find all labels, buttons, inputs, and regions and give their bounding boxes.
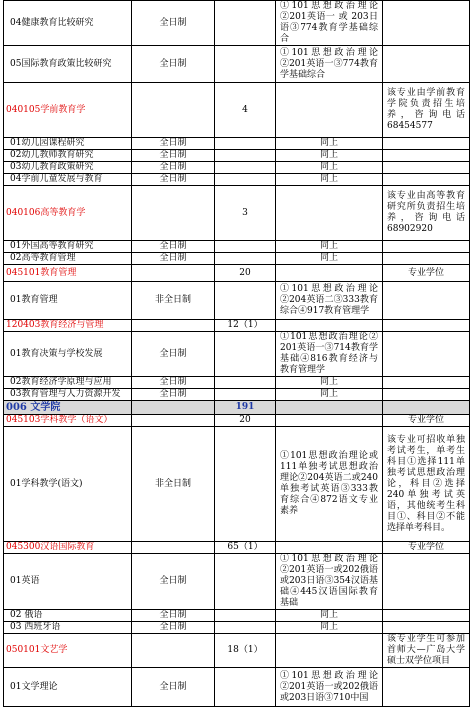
- remarks-cell: [383, 332, 470, 377]
- exam-subjects-cell: ①101思想政治理论②201英语一③774教育学基础综合: [276, 46, 383, 83]
- remarks-cell: 该专业可招收单独考试考生，单考生科目①选择111单独考试思想政治理论，科目②选择240单独考试英语，其他统考生科目①、科目②不能选择单考科目。: [383, 427, 470, 542]
- exam-subjects-cell: [276, 542, 383, 554]
- remarks-cell: [383, 241, 470, 253]
- study-mode-cell: 全日制: [132, 241, 215, 253]
- major-name-cell: 045103学科教学（语文）: [4, 415, 132, 427]
- enrollment-count-cell: [215, 150, 276, 162]
- program-name-cell: 05国际教育政策比较研究: [4, 46, 132, 83]
- exam-subjects-cell: ①101思想政治理论②201英语一 或 203日语③774教育学基础综合: [276, 1, 383, 46]
- remarks-cell: [383, 668, 470, 707]
- exam-subjects-cell: ①101思想政治理论②204英语二③333教育综合④917教育管理学: [276, 282, 383, 320]
- major-name-cell: 050101文艺学: [4, 634, 132, 668]
- enrollment-count-cell: [215, 332, 276, 377]
- enrollment-count-cell: 18（1）: [215, 634, 276, 668]
- study-mode-cell: 全日制: [132, 138, 215, 150]
- program-row: [4, 150, 470, 162]
- exam-subjects-cell: 同上: [276, 174, 383, 186]
- program-row: [4, 610, 470, 622]
- major-row: [4, 265, 470, 282]
- study-mode-cell: 全日制: [132, 162, 215, 174]
- study-mode-cell: 全日制: [132, 174, 215, 186]
- program-name-cell: 01幼儿园课程研究: [4, 138, 132, 150]
- study-mode-cell: [132, 265, 215, 282]
- major-row: [4, 415, 470, 427]
- program-row: [4, 668, 470, 707]
- program-name-cell: 03 西班牙语: [4, 622, 132, 634]
- study-mode-cell: 全日制: [132, 332, 215, 377]
- college-name-cell: 006 文学院: [4, 401, 132, 415]
- major-row: [4, 83, 470, 138]
- exam-subjects-cell: [276, 83, 383, 138]
- program-row: [4, 377, 470, 389]
- remarks-cell: 该专业由学前教育学院负责招生培养，咨询电话68454577: [383, 83, 470, 138]
- enrollment-count-cell: [215, 668, 276, 707]
- remarks-cell: [383, 610, 470, 622]
- major-row: [4, 542, 470, 554]
- remarks-cell: 专业学位: [383, 265, 470, 282]
- remarks-cell: [383, 253, 470, 265]
- enrollment-count-cell: 12（1）: [215, 320, 276, 332]
- enrollment-count-cell: [215, 427, 276, 542]
- program-name-cell: 01学科教学(语文): [4, 427, 132, 542]
- program-name-cell: 01英语: [4, 554, 132, 610]
- program-row: [4, 554, 470, 610]
- remarks-cell: [383, 138, 470, 150]
- remarks-cell: [383, 150, 470, 162]
- exam-subjects-cell: [276, 634, 383, 668]
- major-row: [4, 186, 470, 241]
- program-row: [4, 241, 470, 253]
- enrollment-count-cell: [215, 377, 276, 389]
- program-name-cell: 03幼儿教育政策研究: [4, 162, 132, 174]
- exam-subjects-cell: 同上: [276, 389, 383, 401]
- exam-subjects-cell: 同上: [276, 377, 383, 389]
- remarks-cell: 该专业学生可参加首师大—广岛大学硕士双学位项目: [383, 634, 470, 668]
- enrollment-count-cell: 20: [215, 415, 276, 427]
- program-name-cell: 01外国高等教育研究: [4, 241, 132, 253]
- exam-subjects-cell: 同上: [276, 253, 383, 265]
- exam-subjects-cell: [276, 401, 383, 415]
- exam-subjects-cell: 同上: [276, 150, 383, 162]
- program-table: [3, 0, 470, 707]
- study-mode-cell: 全日制: [132, 150, 215, 162]
- study-mode-cell: [132, 634, 215, 668]
- exam-subjects-cell: ①101思想政治理论②201英语一或202俄语或203日语③354汉语基础④445汉语国际教育基础: [276, 554, 383, 610]
- study-mode-cell: 全日制: [132, 622, 215, 634]
- study-mode-cell: 全日制: [132, 668, 215, 707]
- major-row: [4, 320, 470, 332]
- major-name-cell: 040105学前教育学: [4, 83, 132, 138]
- remarks-cell: [383, 320, 470, 332]
- enrollment-count-cell: [215, 46, 276, 83]
- exam-subjects-cell: 同上: [276, 622, 383, 634]
- exam-subjects-cell: ①101思想政治理论②201英语一或202俄语或203日语③710中国: [276, 668, 383, 707]
- enrollment-count-cell: [215, 282, 276, 320]
- study-mode-cell: 非全日制: [132, 282, 215, 320]
- enrollment-count-cell: [215, 174, 276, 186]
- remarks-cell: [383, 622, 470, 634]
- major-name-cell: 045300汉语国际教育: [4, 542, 132, 554]
- enrollment-count-cell: [215, 162, 276, 174]
- remarks-cell: [383, 174, 470, 186]
- exam-subjects-cell: 同上: [276, 610, 383, 622]
- program-name-cell: 01文学理论: [4, 668, 132, 707]
- program-row: [4, 332, 470, 377]
- program-name-cell: 04健康教育比较研究: [4, 1, 132, 46]
- program-name-cell: 02教育经济学原理与应用: [4, 377, 132, 389]
- program-row: [4, 138, 470, 150]
- program-name-cell: 01教育决策与学校发展: [4, 332, 132, 377]
- program-row: [4, 622, 470, 634]
- study-mode-cell: [132, 542, 215, 554]
- study-mode-cell: 全日制: [132, 554, 215, 610]
- remarks-cell: [383, 389, 470, 401]
- exam-subjects-cell: ①101思想政治理论② 201英语一③714教育学基础④816教育经济与教育管理学: [276, 332, 383, 377]
- enrollment-count-cell: [215, 1, 276, 46]
- remarks-cell: [383, 282, 470, 320]
- study-mode-cell: 全日制: [132, 1, 215, 46]
- enrollment-count-cell: [215, 554, 276, 610]
- major-row: [4, 634, 470, 668]
- enrollment-count-cell: [215, 138, 276, 150]
- program-name-cell: 02高等教育管理: [4, 253, 132, 265]
- exam-subjects-cell: 同上: [276, 162, 383, 174]
- remarks-cell: 专业学位: [383, 542, 470, 554]
- exam-subjects-cell: 同上: [276, 241, 383, 253]
- remarks-cell: 专业学位: [383, 415, 470, 427]
- enrollment-count-cell: 65（1）: [215, 542, 276, 554]
- study-mode-cell: [132, 83, 215, 138]
- remarks-cell: [383, 401, 470, 415]
- program-row: [4, 1, 470, 46]
- study-mode-cell: 全日制: [132, 46, 215, 83]
- major-name-cell: 045101教育管理: [4, 265, 132, 282]
- enrollment-count-cell: [215, 622, 276, 634]
- program-row: [4, 46, 470, 83]
- remarks-cell: [383, 46, 470, 83]
- enrollment-count-cell: [215, 253, 276, 265]
- exam-subjects-cell: [276, 186, 383, 241]
- program-row: [4, 253, 470, 265]
- enrollment-count-cell: [215, 610, 276, 622]
- study-mode-cell: 全日制: [132, 610, 215, 622]
- remarks-cell: 该专业由高等教育研究所负责招生培养，咨询电话68902920: [383, 186, 470, 241]
- enrollment-count-cell: [215, 241, 276, 253]
- enrollment-count-cell: 3: [215, 186, 276, 241]
- program-row: [4, 282, 470, 320]
- exam-subjects-cell: [276, 320, 383, 332]
- exam-subjects-cell: 同上: [276, 138, 383, 150]
- program-row: [4, 162, 470, 174]
- enrollment-count-cell: [215, 389, 276, 401]
- exam-subjects-cell: ①101思想政治理论或111单独考试思想政治理论②204英语二或240单独考试英语③333教育综合④872语文专业素养: [276, 427, 383, 542]
- study-mode-cell: 非全日制: [132, 427, 215, 542]
- major-name-cell: 120403教育经济与管理: [4, 320, 132, 332]
- remarks-cell: [383, 162, 470, 174]
- study-mode-cell: [132, 415, 215, 427]
- study-mode-cell: 全日制: [132, 377, 215, 389]
- enrollment-count-cell: 20: [215, 265, 276, 282]
- program-row: [4, 174, 470, 186]
- exam-subjects-cell: [276, 415, 383, 427]
- remarks-cell: [383, 554, 470, 610]
- study-mode-cell: [132, 401, 215, 415]
- program-name-cell: 02幼儿教师教育研究: [4, 150, 132, 162]
- college-row: [4, 401, 470, 415]
- enrollment-count-cell: 191: [215, 401, 276, 415]
- program-row: [4, 389, 470, 401]
- study-mode-cell: [132, 320, 215, 332]
- program-row: [4, 427, 470, 542]
- exam-subjects-cell: [276, 265, 383, 282]
- program-name-cell: 03教育管理与人力资源开发: [4, 389, 132, 401]
- enrollment-count-cell: 4: [215, 83, 276, 138]
- remarks-cell: [383, 377, 470, 389]
- program-name-cell: 04学前儿童发展与教育: [4, 174, 132, 186]
- study-mode-cell: [132, 186, 215, 241]
- study-mode-cell: 全日制: [132, 389, 215, 401]
- program-name-cell: 02 俄语: [4, 610, 132, 622]
- program-name-cell: 01教育管理: [4, 282, 132, 320]
- remarks-cell: [383, 1, 470, 46]
- major-name-cell: 040106高等教育学: [4, 186, 132, 241]
- study-mode-cell: 全日制: [132, 253, 215, 265]
